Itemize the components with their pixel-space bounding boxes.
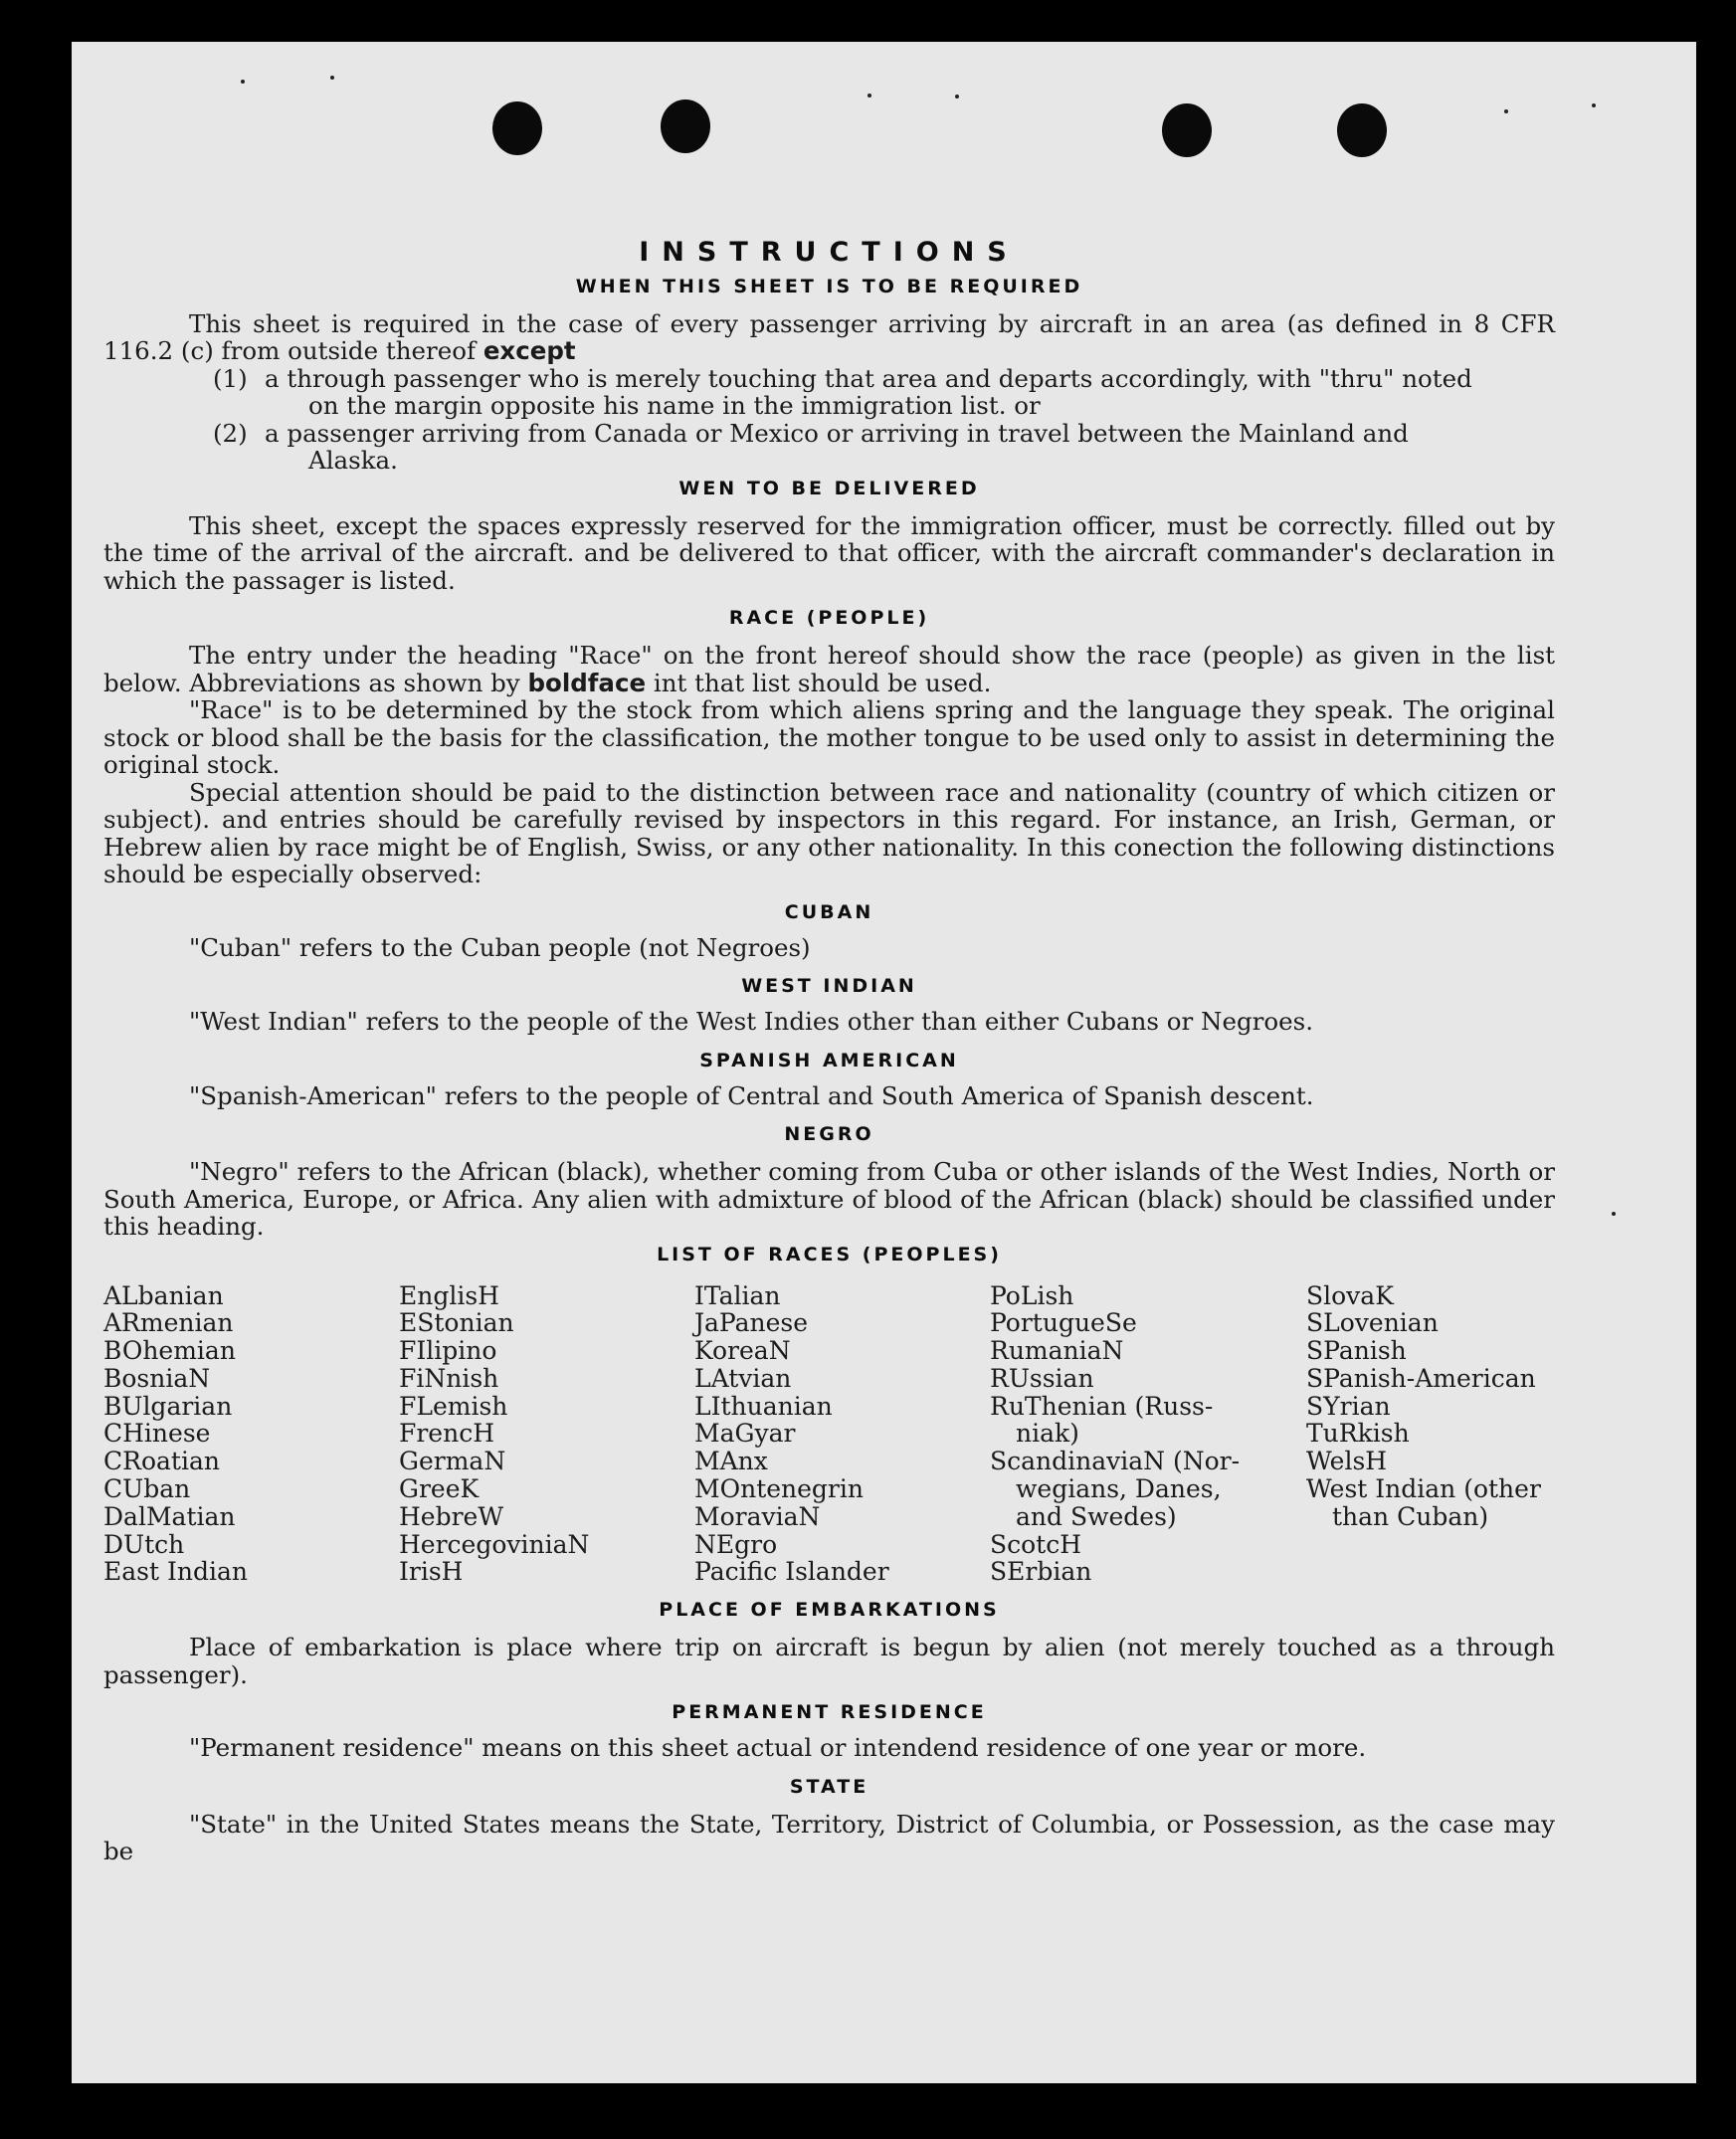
race-entry: GreeK	[399, 1474, 480, 1504]
race-entry: LIthuanian	[694, 1391, 833, 1421]
paragraph: "Permanent residence" means on this sheet actual or intendend residence of one year or more.	[189, 1733, 1367, 1763]
paragraph: "State" in the United States means the State, Territory, District of Columbia, or Possession, as the case may be	[103, 1809, 1555, 1866]
race-entry: ScotcH	[990, 1529, 1082, 1559]
race-entry: JaPanese	[694, 1308, 809, 1338]
race-column	[103, 1282, 399, 1587]
race-entry: SPanish-American	[1306, 1363, 1536, 1393]
section-heading: PERMANENT RESIDENCE	[672, 1701, 987, 1724]
list-item: (1) a through passenger who is merely touching that area and departs accordingly, with "thru" noted on the margin opposite his name in the immigration list. or	[213, 363, 1472, 420]
race-entry: BUlgarian	[103, 1391, 233, 1421]
race-entry: CUban	[103, 1474, 191, 1504]
race-entry: MOntenegrin	[694, 1474, 864, 1504]
race-entry: DUtch	[103, 1529, 185, 1559]
race-entry: ARmenian	[103, 1308, 234, 1338]
paragraph: Place of embarkation is place where trip on aircraft is begun by alien (not merely touched as a through passenger).	[103, 1633, 1555, 1689]
race-entry: and Swedes)	[1016, 1501, 1177, 1531]
race-entry: SLovenian	[1306, 1308, 1439, 1338]
emphasis: except	[482, 336, 576, 365]
race-entry: TuRkish	[1306, 1419, 1410, 1449]
race-entry: FIlipino	[399, 1336, 497, 1366]
section-heading: WEN TO BE DELIVERED	[678, 477, 980, 499]
punch-hole	[1162, 103, 1212, 157]
section-heading: STATE	[789, 1775, 869, 1798]
race-list	[103, 1282, 1555, 1587]
paragraph: "Spanish-American" refers to the people of Central and South America of Spanish descent.	[189, 1080, 1314, 1110]
race-entry: LAtvian	[694, 1363, 792, 1393]
race-entry: SlovaK	[1306, 1280, 1394, 1310]
race-column	[990, 1282, 1306, 1587]
race-entry: MaGyar	[694, 1419, 796, 1449]
paragraph: This sheet, except the spaces expressly reserved for the immigration officer, must be correctly. filled out by the time of the arrival of the aircraft. and be delivered to that officer, with the aircraft commander's declaration in which the passager is listed.	[103, 510, 1555, 595]
section-heading: NEGRO	[784, 1123, 874, 1145]
race-entry: SYrian	[1306, 1391, 1391, 1421]
speck	[868, 94, 871, 97]
race-column	[399, 1282, 694, 1587]
list-item: (2) a passenger arriving from Canada or Mexico or arriving in travel between the Mainland and Alaska.	[213, 418, 1409, 475]
race-entry: DalMatian	[103, 1501, 236, 1531]
section-heading: CUBAN	[784, 900, 874, 923]
race-entry: BOhemian	[103, 1336, 236, 1366]
race-entry: WelsH	[1306, 1447, 1388, 1476]
section-heading: SPANISH AMERICAN	[699, 1049, 959, 1071]
document-page	[72, 42, 1696, 2083]
race-entry: RumaniaN	[990, 1336, 1124, 1366]
speck	[1612, 1212, 1616, 1216]
punch-hole	[1337, 103, 1387, 157]
paragraph: This sheet is required in the case of every passenger arriving by aircraft in an area (as defined in 8 CFR 116.2 (c) from outside thereof except	[103, 308, 1555, 365]
race-entry: HercegoviniaN	[399, 1529, 590, 1559]
race-entry: ScandinaviaN (Nor-	[990, 1447, 1241, 1476]
race-entry: NEgro	[694, 1529, 778, 1559]
race-entry: RuThenian (Russ-	[990, 1391, 1214, 1421]
punch-hole	[661, 99, 710, 153]
race-entry: FrencH	[399, 1419, 494, 1449]
race-entry: EStonian	[399, 1308, 514, 1338]
speck	[955, 95, 959, 98]
race-entry: PoLish	[990, 1280, 1074, 1310]
paragraph: Special attention should be paid to the distinction between race and nationality (country of which citizen or subject). and entries should be carefully revised by inspectors in this regard. For instance, an Irish, German, or Hebrew alien by race might be of English, Swiss, or any other nationality. In this conection the following distinctions should be especially observed:	[103, 777, 1555, 888]
race-entry: East Indian	[103, 1557, 248, 1587]
paragraph: "Negro" refers to the African (black), whether coming from Cuba or other islands of the West Indies, North or South America, Europe, or Africa. Any alien with admixture of blood of the African (black) should be classified under this heading.	[103, 1157, 1555, 1241]
paragraph: "Race" is to be determined by the stock from which aliens spring and the language they speak. The original stock or blood shall be the basis for the classification, the mother tongue to be used only to assist in determining the original stock.	[103, 695, 1555, 779]
race-entry: MAnx	[694, 1447, 768, 1476]
race-entry: niak)	[1016, 1419, 1079, 1449]
section-heading: PLACE OF EMBARKATIONS	[659, 1599, 1000, 1622]
race-entry: IrisH	[399, 1557, 464, 1587]
speck	[241, 80, 245, 84]
page-title: INSTRUCTIONS	[639, 237, 1020, 268]
race-entry: FiNnish	[399, 1363, 499, 1393]
speck	[1504, 109, 1508, 113]
race-entry: CRoatian	[103, 1447, 220, 1476]
race-entry: RUssian	[990, 1363, 1094, 1393]
race-entry: wegians, Danes,	[1016, 1474, 1222, 1504]
race-entry: CHinese	[103, 1419, 211, 1449]
section-heading: WHEN THIS SHEET IS TO BE REQUIRED	[575, 275, 1083, 297]
race-entry: BosniaN	[103, 1363, 211, 1393]
race-entry: GermaN	[399, 1447, 506, 1476]
speck	[1592, 103, 1596, 107]
race-entry: PortugueSe	[990, 1308, 1137, 1338]
race-entry: Pacific Islander	[694, 1557, 889, 1587]
race-entry: HebreW	[399, 1501, 504, 1531]
race-entry: MoraviaN	[694, 1501, 821, 1531]
speck	[330, 76, 334, 80]
race-entry: EnglisH	[399, 1280, 499, 1310]
race-entry: than Cuban)	[1332, 1501, 1489, 1531]
punch-hole	[492, 101, 542, 155]
document-content	[103, 196, 1555, 1865]
race-entry: SPanish	[1306, 1336, 1407, 1366]
paragraph: "West Indian" refers to the people of the West Indies other than either Cubans or Negroes.	[189, 1007, 1313, 1036]
section-heading: LIST OF RACES (PEOPLES)	[657, 1243, 1002, 1265]
race-column	[1306, 1282, 1555, 1587]
emphasis: boldface	[527, 668, 647, 697]
race-entry: ITalian	[694, 1280, 781, 1310]
race-entry: FLemish	[399, 1391, 508, 1421]
paragraph: "Cuban" refers to the Cuban people (not Negroes)	[189, 932, 811, 962]
race-entry: West Indian (other	[1306, 1474, 1541, 1504]
race-entry: KoreaN	[694, 1336, 791, 1366]
race-column	[694, 1282, 990, 1587]
race-entry: ALbanian	[103, 1280, 224, 1310]
section-heading: WEST INDIAN	[741, 975, 917, 997]
section-heading: RACE (PEOPLE)	[728, 607, 930, 629]
paragraph: The entry under the heading "Race" on the front hereof should show the race (people) as given in the list below. Abbreviations as shown by boldface int that list should be used.	[103, 641, 1555, 697]
race-entry: SErbian	[990, 1557, 1092, 1587]
